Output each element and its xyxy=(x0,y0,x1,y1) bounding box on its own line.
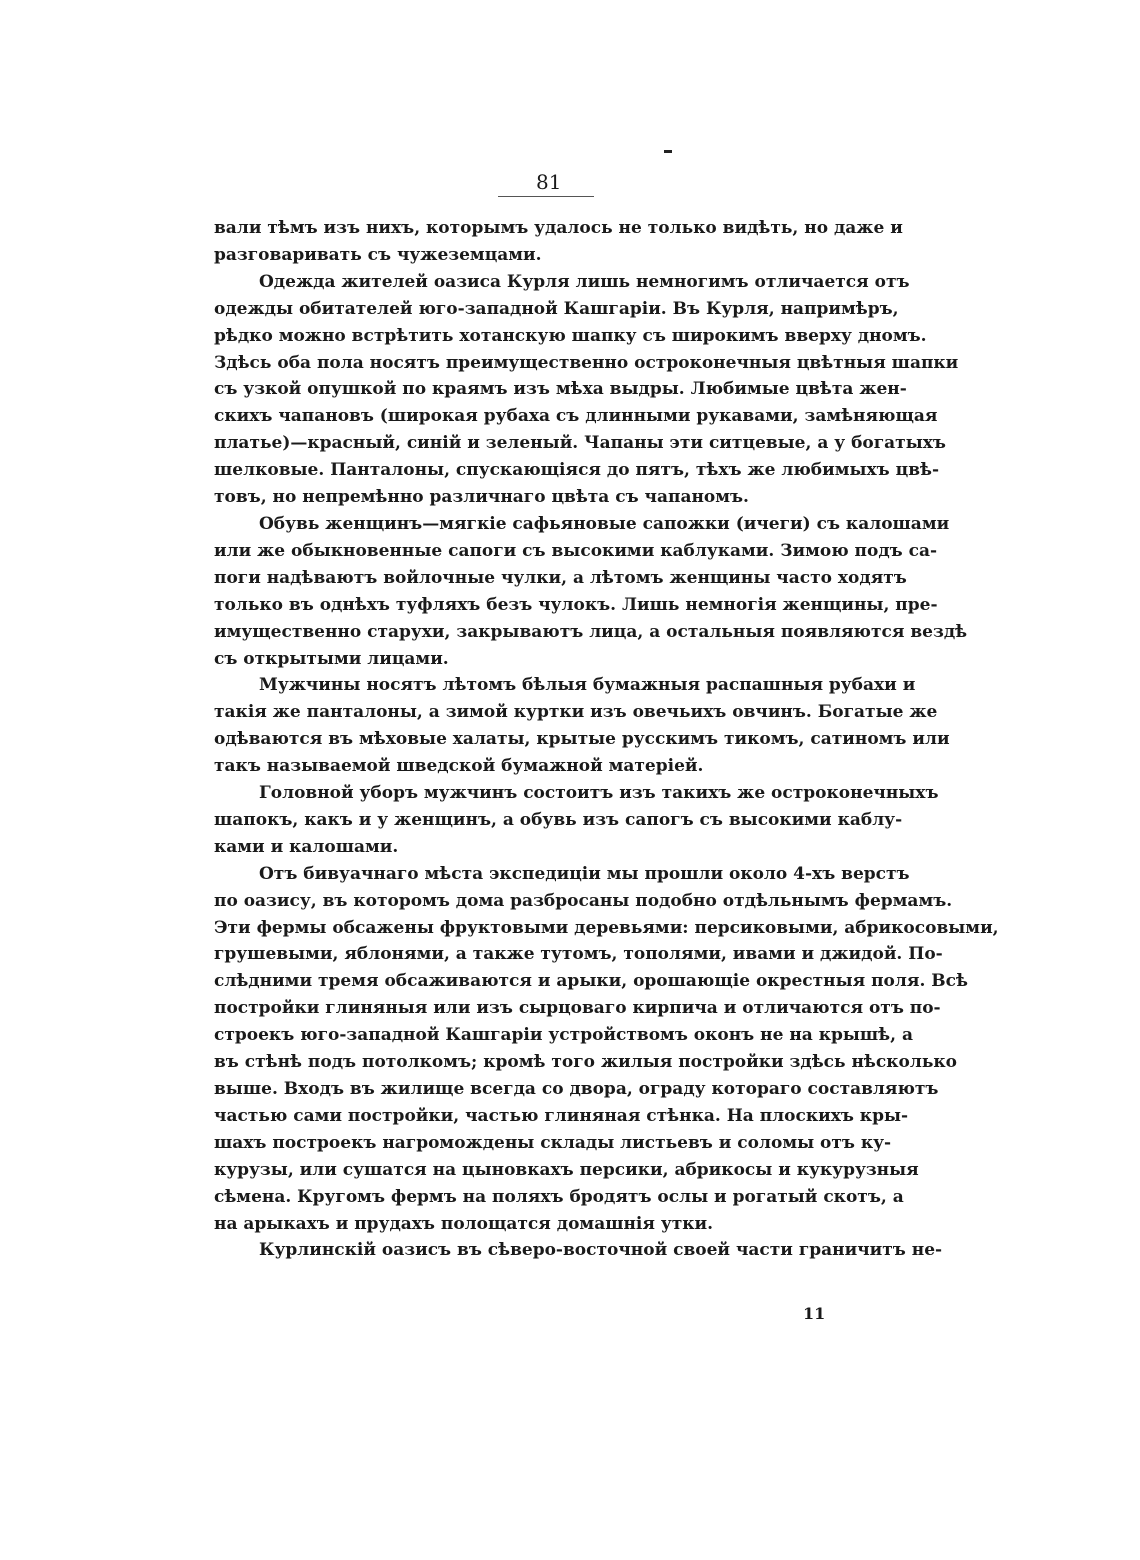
header-rule xyxy=(498,196,594,197)
text-line: одѣваются въ мѣховые халаты, крытые русскимъ тикомъ, сатиномъ или xyxy=(214,729,950,750)
text-line: Здѣсь оба пола носятъ преимущественно остроконечныя цвѣтныя шапки xyxy=(214,352,959,373)
text-line: частью сами постройки, частью глиняная стѣнка. На плоскихъ кры- xyxy=(214,1105,909,1126)
text-line: Одежда жителей оазиса Курля лишь немногимъ отличается отъ xyxy=(259,271,910,292)
text-line: Отъ бивуачнаго мѣста экспедиціи мы прошли около 4-хъ верстъ xyxy=(259,863,910,884)
text-line: или же обыкновенные сапоги съ высокими каблуками. Зимою подъ са- xyxy=(214,540,938,561)
body-text xyxy=(214,215,999,1264)
text-line: на арыкахъ и прудахъ полощатся домашнія утки. xyxy=(214,1213,714,1234)
text-line: только въ однѣхъ туфляхъ безъ чулокъ. Лишь немногія женщины, пре- xyxy=(214,594,938,615)
text-line: курузы, или сушатся на цыновкахъ персики, абрикосы и кукурузныя xyxy=(214,1159,919,1180)
text-line: платье)—красный, синій и зеленый. Чапаны эти ситцевые, а у богатыхъ xyxy=(214,433,946,454)
text-line: Головной уборъ мужчинъ состоитъ изъ такихъ же остроконечныхъ xyxy=(259,783,939,804)
text-line: скихъ чапановъ (широкая рубаха съ длинными рукавами, замѣняющая xyxy=(214,406,938,427)
text-line: ками и калошами. xyxy=(214,836,399,857)
text-line: разговаривать съ чужеземцами. xyxy=(214,244,542,265)
text-line: такъ называемой шведской бумажной матеріей. xyxy=(214,756,704,777)
text-line: строекъ юго-западной Кашгаріи устройствомъ оконъ не на крышѣ, а xyxy=(214,1025,913,1046)
text-line: слѣдними тремя обсаживаются и арыки, орошающіе окрестныя поля. Всѣ xyxy=(214,971,968,992)
text-line: шелковые. Панталоны, спускающіяся до пятъ, тѣхъ же любимыхъ цвѣ- xyxy=(214,460,940,481)
text-line: по оазису, въ которомъ дома разбросаны подобно отдѣльнымъ фермамъ. xyxy=(214,890,953,911)
text-line: товъ, но непремѣнно различнаго цвѣта съ чапаномъ. xyxy=(214,487,749,508)
text-line: шапокъ, какъ и у женщинъ, а обувь изъ сапогъ съ высокими каблу- xyxy=(214,809,903,830)
text-line: рѣдко можно встрѣтить хотанскую шапку съ широкимъ вверху дномъ. xyxy=(214,325,927,346)
text-line: поги надѣваютъ войлочные чулки, а лѣтомъ женщины часто ходятъ xyxy=(214,567,907,588)
text-line: грушевыми, яблонями, а также тутомъ, тополями, ивами и джидой. По- xyxy=(214,944,943,965)
printer-mark xyxy=(664,150,672,153)
text-line: Эти фермы обсажены фруктовыми деревьями: персиковыми, абрикосовыми, xyxy=(214,917,999,938)
text-line: съ узкой опушкой по краямъ изъ мѣха выдры. Любимые цвѣта жен- xyxy=(214,379,907,400)
text-line: въ стѣнѣ подъ потолкомъ; кромѣ того жилыя постройки здѣсь нѣсколько xyxy=(214,1052,957,1073)
text-line: вали тѣмъ изъ нихъ, которымъ удалось не только видѣть, но даже и xyxy=(214,218,903,238)
text-line: Курлинскій оазисъ въ сѣверо-восточной своей части граничитъ не- xyxy=(259,1240,943,1261)
text-line: Мужчины носятъ лѣтомъ бѣлыя бумажныя распашныя рубахи и xyxy=(259,675,916,696)
text-line: сѣмена. Кругомъ фермъ на поляхъ бродятъ ослы и рогатый скотъ, а xyxy=(214,1186,904,1207)
text-line: выше. Входъ въ жилище всегда со двора, ограду котораго составляютъ xyxy=(214,1079,939,1099)
text-line: имущественно старухи, закрываютъ лица, а остальныя появляются вездѣ xyxy=(214,621,968,642)
text-line: Обувь женщинъ—мягкіе сафьяновые сапожки (ичеги) съ калошами xyxy=(259,513,950,534)
page-number: 81 xyxy=(536,170,562,194)
text-line: такія же панталоны, а зимой куртки изъ овечьихъ овчинъ. Богатые же xyxy=(214,702,938,723)
text-line: одежды обитателей юго-западной Кашгаріи. Въ Курля, напримѣръ, xyxy=(214,298,899,319)
signature-mark: 11 xyxy=(803,1304,826,1323)
text-line: шахъ построекъ нагромождены склады листьевъ и соломы отъ ку- xyxy=(214,1132,892,1153)
text-line: съ открытыми лицами. xyxy=(214,648,449,669)
text-line: постройки глиняныя или изъ сырцоваго кирпича и отличаются отъ по- xyxy=(214,998,941,1019)
